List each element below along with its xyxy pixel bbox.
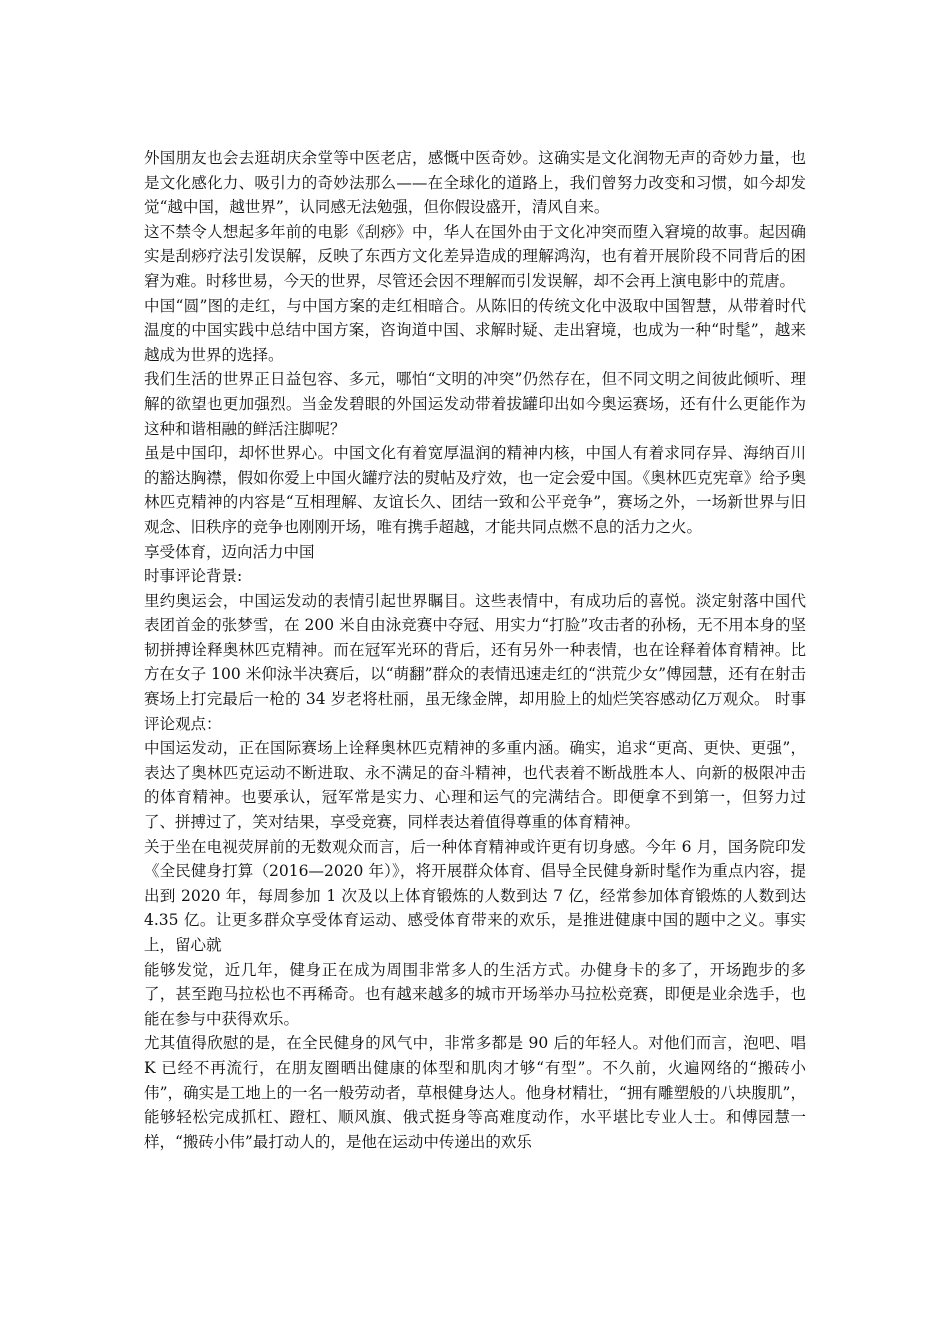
paragraph-4: 我们生活的世界正日益包容、多元，哪怕“文明的冲突”仍然存在，但不同文明之间彼此倾听、理解的欲望也更加强烈。当金发碧眼的外国运发动带着拔罐印出如今奥运赛场，还有什么更能作为这种和谐相融的鲜活注脚呢？ bbox=[144, 370, 806, 438]
paragraph-1: 外国朋友也会去逛胡庆余堂等中医老店，感慨中医奇妙。这确实是文化润物无声的奇妙力量，也是文化感化力、吸引力的奇妙法那么——在全球化的道路上，我们曾努力改变和习惯，如今却发觉“越中国，越世界”，认同感无法勉强，但你假设盛开，清风自来。 bbox=[144, 149, 806, 217]
section-heading: 享受体育，迈向活力中国 bbox=[144, 542, 315, 561]
paragraph-opinion-3: 能够发觉，近几年，健身正在成为周围非常多人的生活方式。办健身卡的多了，开场跑步的多了，甚至跑马拉松也不再稀奇。也有越来越多的城市开场举办马拉松竞赛，即便是业余选手，也能在参与中获得欢乐。 bbox=[144, 960, 806, 1028]
paragraph-opinion-2: 关于坐在电视荧屏前的无数观众而言，后一种体育精神或许更有切身感。今年 6 月，国务院印发《全民健身打算（2016—2020 年）》，将开展群众体育、倡导全民健身新时髦作为重点内容，提出到 2020 年，每周参加 1 次及以上体育锻炼的人数到达 7 亿，经常参加体育锻炼的人数到达 4.35 亿。让更多群众享受体育运动、感受体育带来的欢乐，是推进健康中国的题中之义。事实上，留心就 bbox=[144, 837, 806, 954]
paragraph-background: 里约奥运会，中国运发动的表情引起世界瞩目。这些表情中，有成功后的喜悦。淡定射落中国代表团首金的张梦雪，在 200 米自由泳竞赛中夺冠、用实力“打脸”攻击者的孙杨，无不用本身的坚韧拼搏诠释奥林匹克精神。而在冠军光环的背后，还有另外一种表情，也在诠释着体育精神。比方在女子 100 米仰泳半决赛后，以“萌翻”群众的表情迅速走红的“洪荒少女”傅园慧，还有在射击赛场上打完最后一枪的 34 岁老将杜丽，虽无缘金牌，却用脸上的灿烂笑容感动亿万观众。 时事评论观点： bbox=[144, 591, 806, 733]
paragraph-opinion-1: 中国运发动，正在国际赛场上诠释奥林匹克精神的多重内涵。确实，追求“更高、更快、更强”，表达了奥林匹克运动不断进取、永不满足的奋斗精神，也代表着不断战胜本人、向新的极限冲击的体育精神。也要承认，冠军常是实力、心理和运气的完满结合。即便拿不到第一，但努力过了、拼搏过了，笑对结果，享受竞赛，同样表达着值得尊重的体育精神。 bbox=[144, 739, 806, 832]
document-body bbox=[144, 146, 806, 1154]
background-label: 时事评论背景: bbox=[144, 567, 243, 586]
paragraph-3: 中国“圆”图的走红，与中国方案的走红相暗合。从陈旧的传统文化中汲取中国智慧，从带着时代温度的中国实践中总结中国方案，咨询道中国、求解时疑、走出窘境，也成为一种“时髦”，越来越成为世界的选择。 bbox=[144, 296, 806, 364]
paragraph-5: 虽是中国印，却怀世界心。中国文化有着宽厚温润的精神内核，中国人有着求同存异、海纳百川的豁达胸襟，假如你爱上中国火罐疗法的熨帖及疗效，也一定会爱中国。《奥林匹克宪章》给予奥林匹克精神的内容是“互相理解、友谊长久、团结一致和公平竞争”，赛场之外，一场新世界与旧观念、旧秩序的竞争也刚刚开场，唯有携手超越，才能共同点燃不息的活力之火。 bbox=[144, 444, 806, 536]
paragraph-opinion-4: 尤其值得欣慰的是，在全民健身的风气中，非常多都是 90 后的年轻人。对他们而言，泡吧、唱 K 已经不再流行，在朋友圈晒出健康的体型和肌肉才够“有型”。不久前，火遍网络的“搬砖小伟”，确实是工地上的一名一般劳动者，草根健身达人。他身材精壮，“拥有雕塑般的八块腹肌”，能够轻松完成抓杠、蹬杠、顺风旗、俄式挺身等高难度动作，水平堪比专业人士。和傅园慧一样，“搬砖小伟”最打动人的，是他在运动中传递出的欢乐 bbox=[144, 1034, 806, 1151]
paragraph-2: 这不禁令人想起多年前的电影《刮痧》中，华人在国外由于文化冲突而堕入窘境的故事。起因确实是刮痧疗法引发误解，反映了东西方文化差异造成的理解鸿沟，也有着开展阶段不同背后的困窘为难。时移世易，今天的世界，尽管还会因不理解而引发误解，却不会再上演电影中的荒唐。 bbox=[144, 222, 806, 290]
